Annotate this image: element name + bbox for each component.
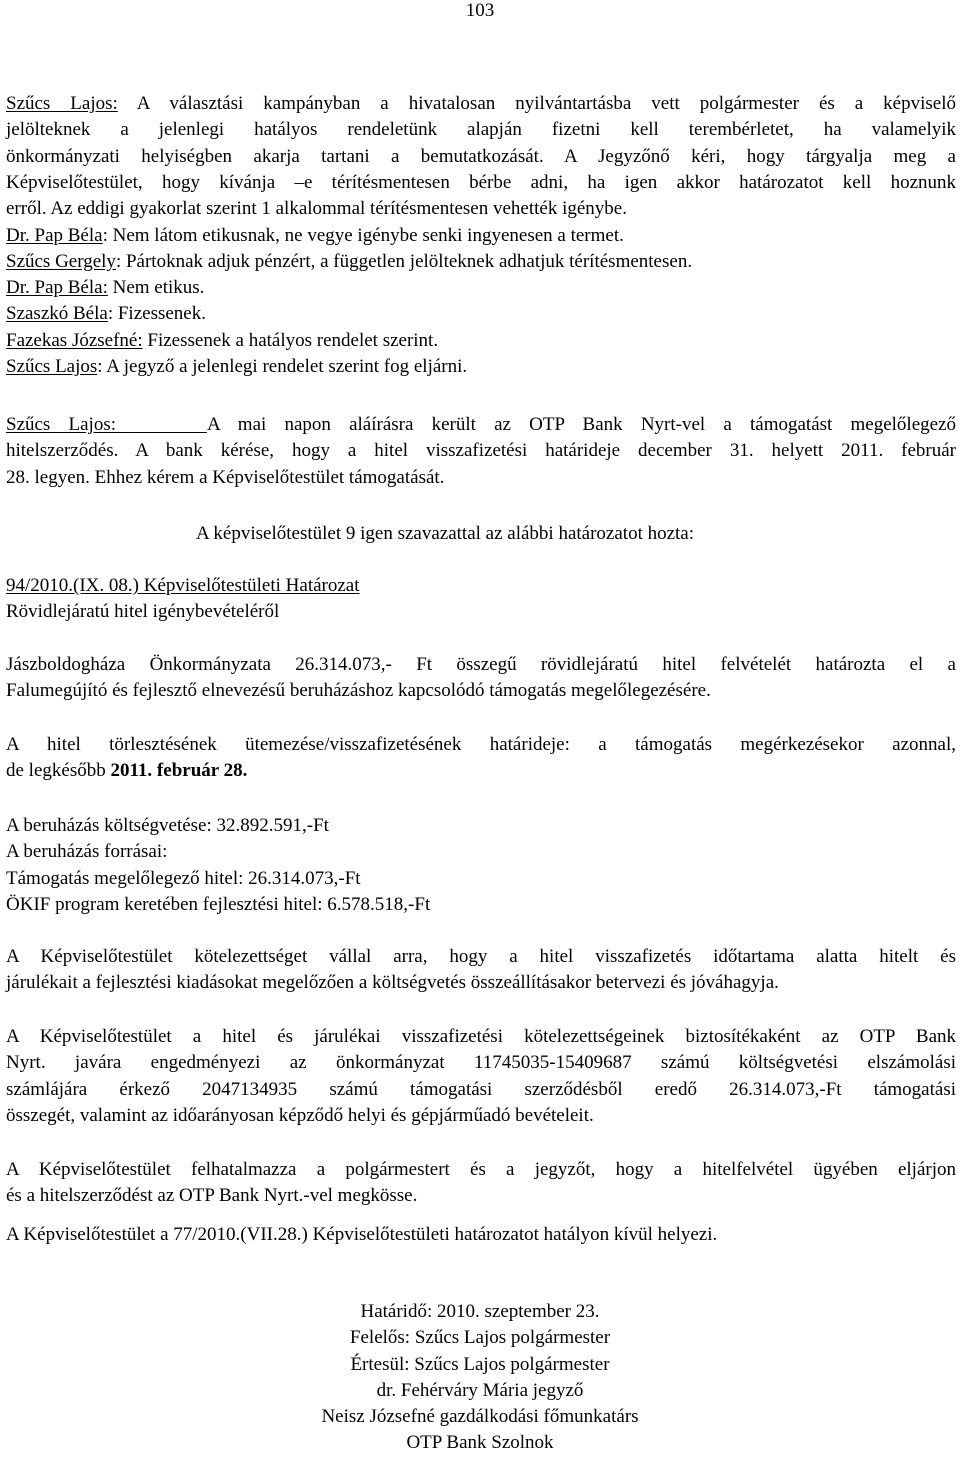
resolution-subtitle: Rövidlejáratú hitel igénybevételéről [6, 601, 280, 623]
resolution-header [6, 573, 956, 626]
resolution-point-5: A Képviselőtestület felhatalmazza a polgármestert és a jegyzőt, hogy a hitelfelvétel ügyében eljárjon és a hitelszerződést az OTP Bank Nyrt.-vel megkösse. [6, 1158, 956, 1206]
footer-block [0, 1299, 960, 1457]
dialog-line: Dr. Pap Béla: Nem etikus. [6, 277, 205, 299]
footer-notify: OTP Bank Szolnok [406, 1432, 554, 1454]
dialog-line: Szűcs Lajos: A jegyző a jelenlegi rendelet szerint fog eljárni. [6, 355, 468, 377]
budget-block: A beruházás költségvetése: 32.892.591,-Ft A beruházás forrásai: Támogatás megelőlegező hitel: 26.314.073,-Ft ÖKIF program keretében fejlesztési hitel: 6.578.518,-Ft [6, 815, 431, 915]
deadline-date: 2011. február 28. [110, 760, 248, 782]
resolution-point-3: A Képviselőtestület kötelezettséget vállal arra, hogy a hitel visszafizetés időtartama alatta hitelt és járulékait a fejlesztési kiadásokat megelőzően a költségvetés összeállításakor betervezi és jóváhagyja. [6, 946, 956, 994]
page-number: 103 [465, 0, 495, 21]
dialog-line: Szaszkó Béla: Fizessenek. [6, 303, 206, 325]
resolution-title: 94/2010.(IX. 08.) Képviselőtestületi Határozat [6, 575, 360, 596]
footer-responsible: Felelős: Szűcs Lajos polgármester [349, 1327, 611, 1349]
paragraph-campaign-rent: Szűcs Lajos: A választási kampányban a hivatalosan nyilvántartásba vett polgármester és a képviselő jelölteknek a jelenlegi hatályos rendeletünk alapján fizetni kell terembérletet, ha valamelyik önkormányzati helyiségben akarja tartani a bemutatkozását. A Jegyzőnő kéri, hogy tárgyalja meg a Képviselőtestület, hogy kívánja –e térítésmentesen bérbe adni, ha igen akkor határozatot kell hoznunk erről. Az eddigi gyakorlat szerint 1 alkalommal térítésmentesen vehették igénybe. [6, 93, 956, 220]
vote-statement: A képviselőtestület 9 igen szavazattal az alábbi határozatot hozta: [196, 523, 695, 544]
resolution-point-6: A Képviselőtestület a 77/2010.(VII.28.) Képviselőtestületi határozatot hatályon kívül helyezi. [6, 1224, 718, 1245]
dialog-block [6, 223, 956, 381]
dialog-line: Fazekas Józsefné: Fizessenek a hatályos rendelet szerint. [6, 329, 439, 351]
footer-notify: Neisz Józsefné gazdálkodási főmunkatárs [321, 1406, 639, 1428]
footer-notify: dr. Fehérváry Mária jegyző [376, 1379, 584, 1401]
footer-notify: Értesül: Szűcs Lajos polgármester [350, 1353, 610, 1375]
speaker-name: Szűcs Lajos: [6, 93, 118, 114]
footer-deadline: Határidő: 2010. szeptember 23. [360, 1301, 600, 1322]
paragraph-bank-loan: Szűcs Lajos: A mai napon aláírásra került az OTP Bank Nyrt-vel a támogatást megelőlegező hitelszerződés. A bank kérése, hogy a hitel visszafizetési határideje december 31. helyett 2011. február 28. legyen. Ehhez kérem a Képviselőtestület támogatását. [6, 414, 956, 488]
resolution-point-2: A hitel törlesztésének ütemezése/visszafizetésének határideje: a támogatás megérkezésekor azonnal, de legkésőbb 2011. február 28. [6, 734, 956, 782]
resolution-point-4: A Képviselőtestület a hitel és járulékai visszafizetési kötelezettségeinek biztosítékaként az OTP Bank Nyrt. javára engedményezi az önkormányzat 11745035-15409687 számú költségvetési elszámolási számlájára érkező 2047134935 számú támogatási szerződésből eredő 26.314.073,-Ft támogatási összegét, valamint az időarányosan képződő helyi és gépjárműadó bevételeit. [6, 1026, 956, 1126]
dialog-line: Dr. Pap Béla: Nem látom etikusnak, ne vegye igénybe senki ingyenesen a termet. [6, 224, 624, 246]
resolution-point-1: Jászboldogháza Önkormányzata 26.314.073,- Ft összegű rövidlejáratú hitel felvételét határozta el a Falumegújító és fejlesztő elnevezésű beruházáshoz kapcsolódó támogatás megelőlegezésére. [6, 654, 956, 702]
dialog-line: Szűcs Gergely: Pártoknak adjuk pénzért, a független jelölteknek adhatjuk térítésmentesen. [6, 250, 693, 272]
speaker-name: Szűcs Lajos: [6, 414, 135, 435]
